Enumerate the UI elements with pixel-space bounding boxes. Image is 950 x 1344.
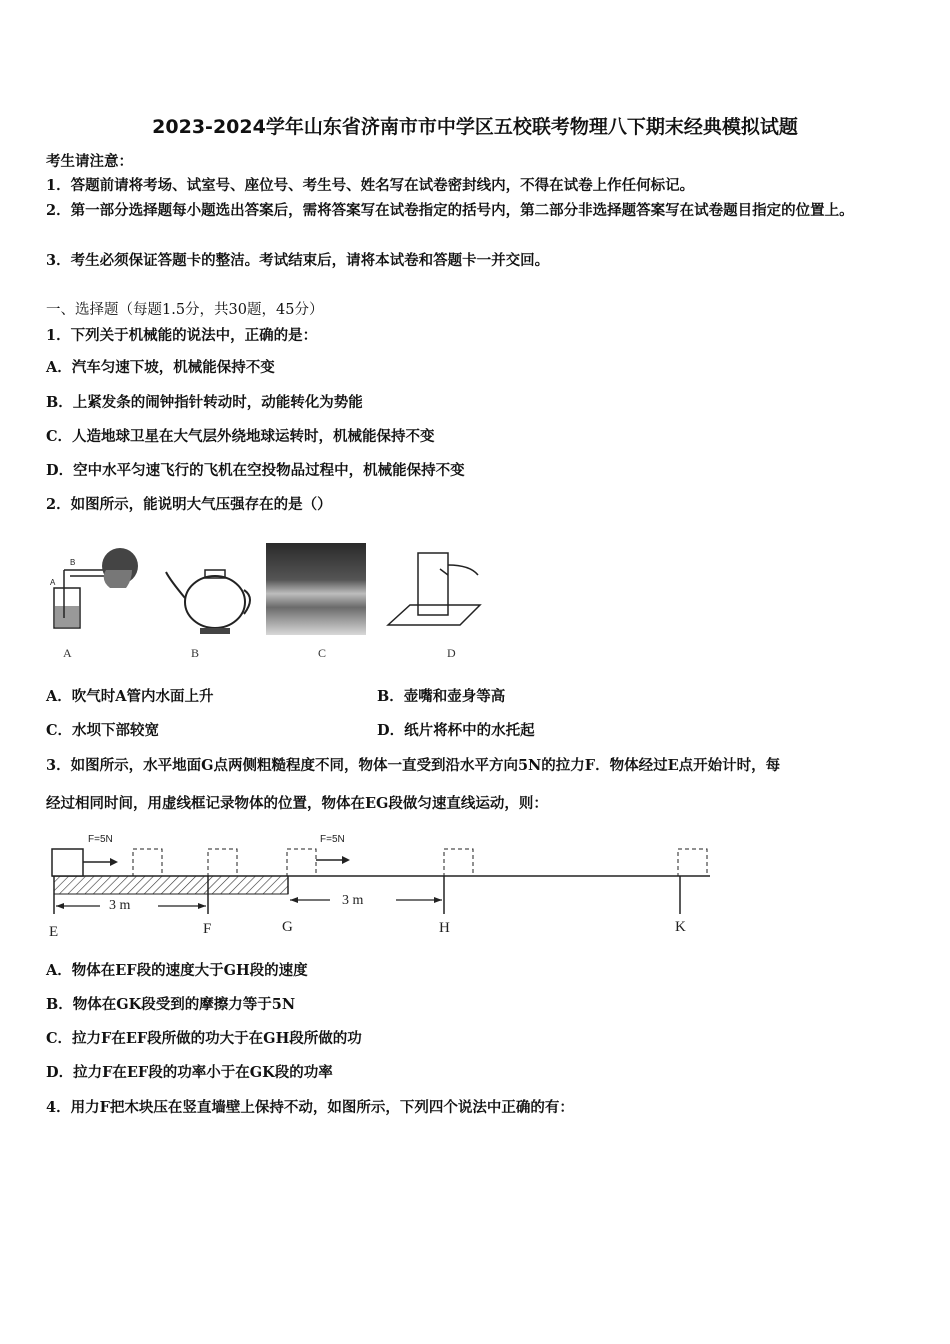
q3-motion-diagram <box>40 828 730 918</box>
notice-item: 3．考生必须保证答题卡的整洁。考试结束后，请将本试卷和答题卡一并交回。 <box>46 252 550 269</box>
notice-item: 1．答题前请将考场、试室号、座位号、考生号、姓名写在试卷密封线内，不得在试卷上作任何标记。 <box>46 177 695 194</box>
figure-label-c: C <box>318 646 327 660</box>
q3-option-b: B．物体在GK段受到的摩擦力等于5N <box>46 996 296 1013</box>
figure-label-d: D <box>447 646 456 660</box>
figure-c-dam-photo <box>266 543 366 635</box>
figure-b-teapot <box>160 550 260 640</box>
q3-option-c: C．拉力F在EF段所做的功大于在GH段所做的功 <box>46 1030 362 1047</box>
point-label-f: F <box>203 921 212 937</box>
q3-stem-line-1: 3．如图所示，水平地面G点两侧粗糙程度不同，物体一直受到沿水平方向5N的拉力F．物体经过E点开始计时，每 <box>46 757 781 774</box>
q1-option-c: C．人造地球卫星在大气层外绕地球运转时，机械能保持不变 <box>46 428 435 445</box>
q2-option-c: C．水坝下部较宽 <box>46 722 160 739</box>
figure-a-mark-b: B <box>70 558 76 567</box>
q1-stem: 1．下列关于机械能的说法中，正确的是： <box>46 327 318 344</box>
q1-option-d: D．空中水平匀速飞行的飞机在空投物品过程中，机械能保持不变 <box>46 462 465 479</box>
point-label-g: G <box>282 919 293 935</box>
q2-option-b: B．壶嘴和壶身等高 <box>377 688 506 705</box>
q3-option-a: A．物体在EF段的速度大于GH段的速度 <box>46 962 308 979</box>
q2-option-d: D．纸片将杯中的水托起 <box>377 722 535 739</box>
distance-label-gh: 3 m <box>342 893 364 908</box>
figure-label-b: B <box>191 646 200 660</box>
point-label-e: E <box>49 924 59 940</box>
point-label-h: H <box>439 920 450 936</box>
notice-item: 2．第一部分选择题每小题选出答案后，需将答案写在试卷指定的括号内，第二部分非选择题答案写在试卷题目指定的位置上。 <box>46 202 854 219</box>
q1-option-b: B．上紧发条的闹钟指针转动时，动能转化为势能 <box>46 394 363 411</box>
force-label-left: F=5N <box>88 834 113 845</box>
q3-stem-line-2: 经过相同时间，用虚线框记录物体的位置，物体在EG段做匀速直线运动，则： <box>46 795 548 812</box>
notice-heading: 考生请注意： <box>46 153 133 170</box>
force-label-right: F=5N <box>320 834 345 845</box>
q3-option-d: D．拉力F在EF段的功率小于在GK段的功率 <box>46 1064 333 1081</box>
q2-option-a: A．吹气时A管内水面上升 <box>46 688 214 705</box>
q1-option-a: A．汽车匀速下坡，机械能保持不变 <box>46 359 275 376</box>
section-heading: 一、选择题（每题1.5分，共30题，45分） <box>46 302 324 318</box>
figure-label-a: A <box>63 646 72 660</box>
figure-d-cup-paper <box>380 545 485 640</box>
point-label-k: K <box>675 919 686 935</box>
figure-a-mark-a: A <box>50 578 56 587</box>
q2-stem: 2．如图所示，能说明大气压强存在的是（） <box>46 496 332 513</box>
q4-stem: 4．用力F把木块压在竖直墙壁上保持不动，如图所示，下列四个说法中正确的有： <box>46 1099 574 1116</box>
page-title: 2023-2024学年山东省济南市市中学区五校联考物理八下期末经典模拟试题 <box>152 116 798 138</box>
figure-a-straw-experiment <box>50 540 145 640</box>
distance-label-ef: 3 m <box>109 898 131 913</box>
